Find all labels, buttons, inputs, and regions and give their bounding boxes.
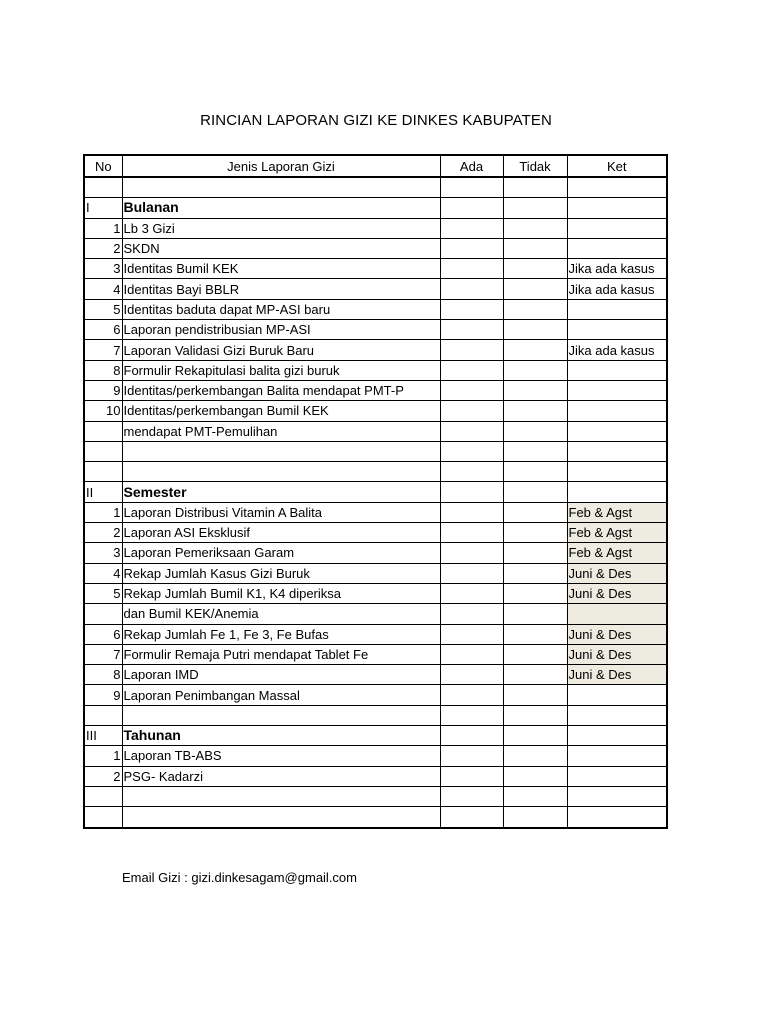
table-row bbox=[84, 807, 667, 828]
cell-no: 8 bbox=[84, 360, 122, 380]
table-row bbox=[84, 299, 667, 319]
cell-jenis bbox=[122, 705, 440, 725]
cell-ada bbox=[440, 482, 503, 502]
cell-jenis: Identitas/perkembangan Balita mendapat PMT-P bbox=[122, 380, 440, 400]
cell-jenis: Rekap Jumlah Bumil K1, K4 diperiksa bbox=[122, 583, 440, 603]
cell-no: 1 bbox=[84, 502, 122, 522]
cell-no bbox=[84, 441, 122, 461]
header-no: No bbox=[84, 155, 122, 177]
table-row bbox=[84, 259, 667, 279]
cell-tidak bbox=[503, 807, 567, 828]
table-row bbox=[84, 624, 667, 644]
email-footer: Email Gizi : gizi.dinkesagam@gmail.com bbox=[122, 870, 357, 885]
cell-tidak bbox=[503, 462, 567, 482]
cell-tidak bbox=[503, 543, 567, 563]
cell-tidak bbox=[503, 299, 567, 319]
cell-jenis: Laporan Penimbangan Massal bbox=[122, 685, 440, 705]
cell-ket: Jika ada kasus bbox=[567, 259, 667, 279]
table-row bbox=[84, 583, 667, 603]
cell-jenis: Lb 3 Gizi bbox=[122, 218, 440, 238]
cell-tidak bbox=[503, 198, 567, 218]
cell-ket bbox=[567, 401, 667, 421]
cell-ket bbox=[567, 726, 667, 746]
cell-no: 6 bbox=[84, 320, 122, 340]
cell-tidak bbox=[503, 726, 567, 746]
table-row bbox=[84, 279, 667, 299]
cell-ket bbox=[567, 482, 667, 502]
cell-tidak bbox=[503, 340, 567, 360]
cell-jenis: SKDN bbox=[122, 238, 440, 258]
cell-jenis bbox=[122, 786, 440, 806]
table-row bbox=[84, 238, 667, 258]
cell-tidak bbox=[503, 665, 567, 685]
table-row bbox=[84, 401, 667, 421]
cell-ket bbox=[567, 360, 667, 380]
cell-ket: Juni & Des bbox=[567, 624, 667, 644]
cell-ket bbox=[567, 705, 667, 725]
cell-ket bbox=[567, 380, 667, 400]
cell-jenis: Laporan Pemeriksaan Garam bbox=[122, 543, 440, 563]
table-row bbox=[84, 320, 667, 340]
cell-tidak bbox=[503, 238, 567, 258]
cell-jenis: Rekap Jumlah Fe 1, Fe 3, Fe Bufas bbox=[122, 624, 440, 644]
table-row bbox=[84, 543, 667, 563]
cell-ada bbox=[440, 340, 503, 360]
cell-no: 10 bbox=[84, 401, 122, 421]
cell-jenis: Identitas Bumil KEK bbox=[122, 259, 440, 279]
cell-tidak bbox=[503, 523, 567, 543]
table-row bbox=[84, 766, 667, 786]
cell-jenis bbox=[122, 807, 440, 828]
cell-ada bbox=[440, 320, 503, 340]
cell-tidak bbox=[503, 563, 567, 583]
table-row bbox=[84, 198, 667, 218]
cell-ada bbox=[440, 685, 503, 705]
cell-no: 9 bbox=[84, 380, 122, 400]
cell-ket bbox=[567, 218, 667, 238]
cell-tidak bbox=[503, 644, 567, 664]
cell-no bbox=[84, 807, 122, 828]
cell-no: 2 bbox=[84, 238, 122, 258]
cell-ket bbox=[567, 299, 667, 319]
table-row bbox=[84, 746, 667, 766]
cell-jenis: Identitas baduta dapat MP-ASI baru bbox=[122, 299, 440, 319]
cell-no: II bbox=[84, 482, 122, 502]
header-jenis: Jenis Laporan Gizi bbox=[122, 155, 440, 177]
table-row bbox=[84, 218, 667, 238]
cell-ada bbox=[440, 807, 503, 828]
table-row bbox=[84, 563, 667, 583]
cell-ada bbox=[440, 218, 503, 238]
table-row bbox=[84, 177, 667, 198]
section-heading: Tahunan bbox=[122, 726, 440, 746]
cell-ada bbox=[440, 198, 503, 218]
cell-ket bbox=[567, 766, 667, 786]
cell-jenis: Formulir Remaja Putri mendapat Tablet Fe bbox=[122, 644, 440, 664]
cell-jenis: Laporan TB-ABS bbox=[122, 746, 440, 766]
cell-no bbox=[84, 177, 122, 198]
cell-ket: Juni & Des bbox=[567, 665, 667, 685]
cell-jenis bbox=[122, 441, 440, 461]
cell-no: 7 bbox=[84, 340, 122, 360]
cell-jenis: Laporan Validasi Gizi Buruk Baru bbox=[122, 340, 440, 360]
cell-ada bbox=[440, 523, 503, 543]
table-row bbox=[84, 441, 667, 461]
table-row bbox=[84, 786, 667, 806]
cell-ket bbox=[567, 746, 667, 766]
cell-ket bbox=[567, 685, 667, 705]
cell-tidak bbox=[503, 441, 567, 461]
cell-tidak bbox=[503, 583, 567, 603]
cell-ada bbox=[440, 543, 503, 563]
cell-ket bbox=[567, 421, 667, 441]
cell-tidak bbox=[503, 360, 567, 380]
table-row bbox=[84, 523, 667, 543]
cell-no: 5 bbox=[84, 299, 122, 319]
table-row bbox=[84, 665, 667, 685]
cell-no: 9 bbox=[84, 685, 122, 705]
cell-tidak bbox=[503, 421, 567, 441]
table-row bbox=[84, 705, 667, 725]
cell-ada bbox=[440, 360, 503, 380]
cell-ada bbox=[440, 502, 503, 522]
cell-no: 1 bbox=[84, 218, 122, 238]
cell-jenis: Laporan pendistribusian MP-ASI bbox=[122, 320, 440, 340]
cell-no: 3 bbox=[84, 259, 122, 279]
cell-ket bbox=[567, 320, 667, 340]
cell-ada bbox=[440, 644, 503, 664]
table-row bbox=[84, 421, 667, 441]
cell-ket: Feb & Agst bbox=[567, 523, 667, 543]
cell-ada bbox=[440, 766, 503, 786]
cell-tidak bbox=[503, 218, 567, 238]
cell-ket bbox=[567, 177, 667, 198]
cell-tidak bbox=[503, 746, 567, 766]
cell-tidak bbox=[503, 177, 567, 198]
table-row bbox=[84, 604, 667, 624]
cell-tidak bbox=[503, 604, 567, 624]
cell-ket: Jika ada kasus bbox=[567, 340, 667, 360]
cell-tidak bbox=[503, 259, 567, 279]
header-ada: Ada bbox=[440, 155, 503, 177]
cell-tidak bbox=[503, 320, 567, 340]
cell-ket bbox=[567, 807, 667, 828]
cell-ada bbox=[440, 705, 503, 725]
cell-tidak bbox=[503, 502, 567, 522]
cell-no: 2 bbox=[84, 766, 122, 786]
cell-ada bbox=[440, 462, 503, 482]
cell-tidak bbox=[503, 624, 567, 644]
cell-jenis: PSG- Kadarzi bbox=[122, 766, 440, 786]
cell-no: 2 bbox=[84, 523, 122, 543]
cell-no bbox=[84, 786, 122, 806]
cell-tidak bbox=[503, 401, 567, 421]
table-row bbox=[84, 360, 667, 380]
cell-ada bbox=[440, 604, 503, 624]
table-row bbox=[84, 502, 667, 522]
cell-ada bbox=[440, 279, 503, 299]
cell-jenis: Rekap Jumlah Kasus Gizi Buruk bbox=[122, 563, 440, 583]
cell-jenis: Identitas Bayi BBLR bbox=[122, 279, 440, 299]
cell-ket: Jika ada kasus bbox=[567, 279, 667, 299]
cell-ada bbox=[440, 726, 503, 746]
cell-ket: Juni & Des bbox=[567, 583, 667, 603]
cell-no: 3 bbox=[84, 543, 122, 563]
cell-no: 7 bbox=[84, 644, 122, 664]
cell-ada bbox=[440, 380, 503, 400]
cell-ada bbox=[440, 746, 503, 766]
cell-jenis: Laporan ASI Eksklusif bbox=[122, 523, 440, 543]
cell-ada bbox=[440, 238, 503, 258]
cell-no bbox=[84, 604, 122, 624]
table-row bbox=[84, 482, 667, 502]
cell-ket bbox=[567, 462, 667, 482]
cell-no: 5 bbox=[84, 583, 122, 603]
table-body bbox=[84, 177, 667, 828]
table-header-row bbox=[84, 155, 667, 177]
cell-tidak bbox=[503, 705, 567, 725]
cell-jenis: Identitas/perkembangan Bumil KEK bbox=[122, 401, 440, 421]
cell-ket bbox=[567, 238, 667, 258]
cell-tidak bbox=[503, 766, 567, 786]
table-row bbox=[84, 644, 667, 664]
cell-ada bbox=[440, 259, 503, 279]
table-row bbox=[84, 685, 667, 705]
cell-no: 8 bbox=[84, 665, 122, 685]
cell-no bbox=[84, 705, 122, 725]
cell-ada bbox=[440, 299, 503, 319]
cell-ada bbox=[440, 401, 503, 421]
header-tidak: Tidak bbox=[503, 155, 567, 177]
cell-ket bbox=[567, 441, 667, 461]
cell-tidak bbox=[503, 786, 567, 806]
cell-jenis bbox=[122, 177, 440, 198]
section-heading: Semester bbox=[122, 482, 440, 502]
cell-ket bbox=[567, 786, 667, 806]
cell-ada bbox=[440, 583, 503, 603]
cell-ada bbox=[440, 786, 503, 806]
cell-no: 1 bbox=[84, 746, 122, 766]
cell-no: 4 bbox=[84, 563, 122, 583]
cell-no bbox=[84, 421, 122, 441]
cell-ada bbox=[440, 177, 503, 198]
cell-ket bbox=[567, 198, 667, 218]
cell-tidak bbox=[503, 685, 567, 705]
cell-ket: Juni & Des bbox=[567, 563, 667, 583]
cell-tidak bbox=[503, 482, 567, 502]
cell-tidak bbox=[503, 380, 567, 400]
table-row bbox=[84, 340, 667, 360]
page-title: RINCIAN LAPORAN GIZI KE DINKES KABUPATEN bbox=[200, 112, 552, 129]
cell-ket bbox=[567, 604, 667, 624]
table-row bbox=[84, 380, 667, 400]
cell-ket: Juni & Des bbox=[567, 644, 667, 664]
table-row bbox=[84, 462, 667, 482]
cell-ada bbox=[440, 665, 503, 685]
cell-no bbox=[84, 462, 122, 482]
cell-ada bbox=[440, 624, 503, 644]
cell-ada bbox=[440, 441, 503, 461]
cell-no: 4 bbox=[84, 279, 122, 299]
cell-jenis: mendapat PMT-Pemulihan bbox=[122, 421, 440, 441]
cell-ket: Feb & Agst bbox=[567, 502, 667, 522]
cell-no: I bbox=[84, 198, 122, 218]
cell-ket: Feb & Agst bbox=[567, 543, 667, 563]
cell-no: 6 bbox=[84, 624, 122, 644]
report-table bbox=[83, 154, 668, 829]
cell-jenis: Laporan Distribusi Vitamin A Balita bbox=[122, 502, 440, 522]
header-ket: Ket bbox=[567, 155, 667, 177]
cell-tidak bbox=[503, 279, 567, 299]
cell-no: III bbox=[84, 726, 122, 746]
section-heading: Bulanan bbox=[122, 198, 440, 218]
cell-jenis: Laporan IMD bbox=[122, 665, 440, 685]
cell-jenis: dan Bumil KEK/Anemia bbox=[122, 604, 440, 624]
cell-ada bbox=[440, 421, 503, 441]
table-row bbox=[84, 726, 667, 746]
cell-jenis bbox=[122, 462, 440, 482]
cell-ada bbox=[440, 563, 503, 583]
cell-jenis: Formulir Rekapitulasi balita gizi buruk bbox=[122, 360, 440, 380]
